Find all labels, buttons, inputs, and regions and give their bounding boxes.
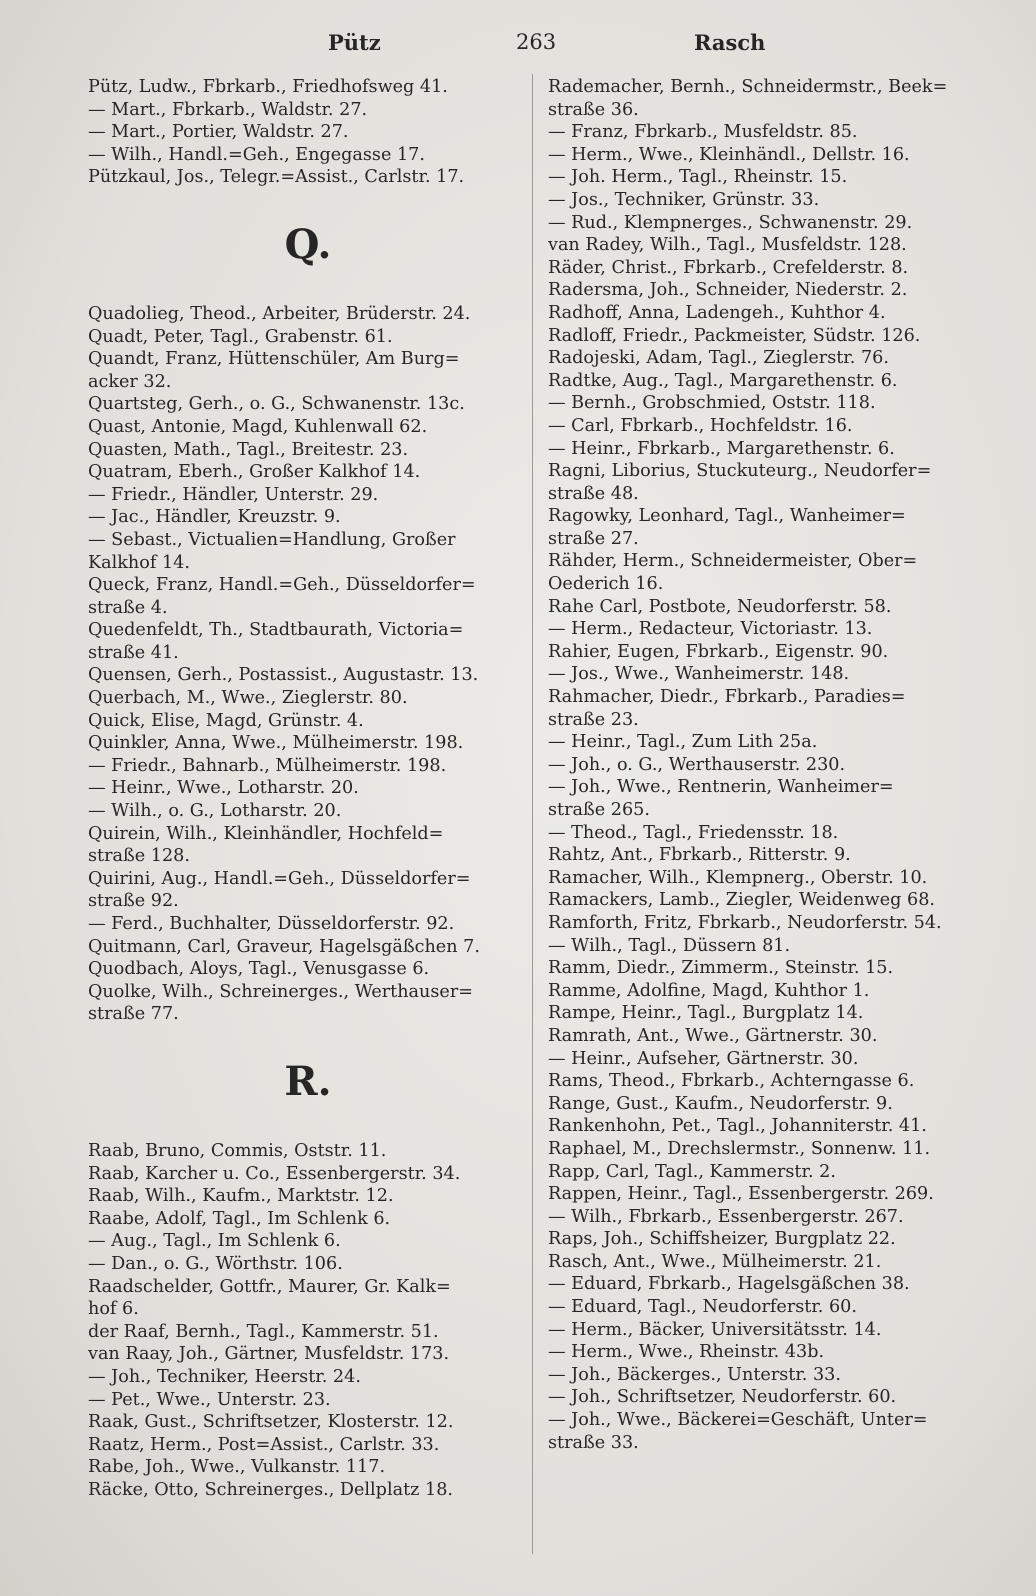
directory-entry: straße 48. [548,483,639,504]
directory-entry: Quolke, Wilh., Schreinerges., Werthauser= [88,981,473,1002]
directory-entry: Rahmacher, Diedr., Fbrkarb., Paradies= [548,687,906,708]
directory-entry: straße 36. [548,99,639,120]
entries-p [88,76,528,189]
directory-entry: — Wilh., Tagl., Düssern 81. [548,935,791,956]
directory-entry: Radtke, Aug., Tagl., Margarethenstr. 6. [548,370,898,391]
left-column [88,76,528,1501]
directory-entry: straße 23. [548,709,639,730]
directory-entry: Rasch, Ant., Wwe., Mülheimerstr. 21. [548,1251,882,1272]
directory-entry: Raab, Bruno, Commis, Oststr. 11. [88,1140,387,1161]
directory-entry: — Heinr., Fbrkarb., Margarethenstr. 6. [548,438,895,459]
directory-entry: Quasten, Math., Tagl., Breitestr. 23. [88,439,409,460]
directory-entry: Rähder, Herm., Schneidermeister, Ober= [548,551,918,572]
directory-entry: Ramrath, Ant., Wwe., Gärtnerstr. 30. [548,1025,878,1046]
directory-entry: — Heinr., Aufseher, Gärtnerstr. 30. [548,1048,859,1069]
directory-entry: — Theod., Tagl., Friedensstr. 18. [548,822,839,843]
directory-entry: Raabe, Adolf, Tagl., Im Schlenk 6. [88,1208,391,1229]
directory-entry: Radojeski, Adam, Tagl., Zieglerstr. 76. [548,348,889,369]
directory-entry: Quandt, Franz, Hüttenschüler, Am Burg= [88,349,460,370]
directory-entry: Rappen, Heinr., Tagl., Essenbergerstr. 269. [548,1184,934,1205]
directory-entry: Ragni, Liborius, Stuckuteurg., Neudorfer= [548,461,932,482]
directory-entry: Quedenfeldt, Th., Stadtbaurath, Victoria= [88,620,464,641]
directory-entry: — Eduard, Tagl., Neudorferstr. 60. [548,1297,857,1318]
directory-entry: Quinkler, Anna, Wwe., Mülheimerstr. 198. [88,733,464,754]
directory-entry: Raak, Gust., Schriftsetzer, Klosterstr. 12. [88,1412,454,1433]
directory-entry: Rams, Theod., Fbrkarb., Achterngasse 6. [548,1071,915,1092]
directory-entry: — Herm., Wwe., Rheinstr. 43b. [548,1342,825,1363]
directory-entry: — Jos., Techniker, Grünstr. 33. [548,189,820,210]
directory-entry: straße 128. [88,846,190,867]
directory-entry: Rapp, Carl, Tagl., Kammerstr. 2. [548,1161,836,1182]
directory-entry: Radhoff, Anna, Ladengeh., Kuhthor 4. [548,302,886,323]
directory-entry: Ramacher, Wilh., Klempnerg., Oberstr. 10. [548,867,928,888]
directory-entry: acker 32. [88,371,172,392]
directory-entry: Raab, Karcher u. Co., Essenbergerstr. 34. [88,1163,461,1184]
directory-entry: straße 77. [88,1004,179,1025]
column-divider [532,74,533,1554]
directory-entry: Radloff, Friedr., Packmeister, Südstr. 126. [548,325,921,346]
entries-r [88,1140,528,1502]
directory-entry: Rademacher, Bernh., Schneidermstr., Beek= [548,77,948,97]
page-header [90,26,1000,62]
directory-entry: straße 27. [548,528,639,549]
directory-entry: — Joh. Herm., Tagl., Rheinstr. 15. [548,167,848,188]
directory-entry: Queck, Franz, Handl.=Geh., Düsseldorfer= [88,575,476,596]
directory-entry: Raatz, Herm., Post=Assist., Carlstr. 33. [88,1434,440,1455]
directory-entry: Räcke, Otto, Schreinerges., Dellplatz 18. [88,1479,453,1500]
directory-entry: Raab, Wilh., Kaufm., Marktstr. 12. [88,1186,394,1207]
section-letter-q: Q. [284,220,332,268]
entries-right [548,76,1004,1454]
directory-entry: — Wilh., Handl.=Geh., Engegasse 17. [88,144,425,165]
directory-entry: Quirini, Aug., Handl.=Geh., Düsseldorfer= [88,868,471,889]
directory-entry: Quitmann, Carl, Graveur, Hagelsgäßchen 7. [88,936,480,957]
directory-entry: Quast, Antonie, Magd, Kuhlenwall 62. [88,416,428,437]
directory-entry: Quensen, Gerh., Postassist., Augustastr. 13. [88,665,479,686]
directory-entry: Quick, Elise, Magd, Grünstr. 4. [88,710,364,731]
directory-entry: Querbach, M., Wwe., Zieglerstr. 80. [88,688,408,709]
directory-entry: Ramackers, Lamb., Ziegler, Weidenweg 68. [548,890,935,911]
directory-entry: — Mart., Portier, Waldstr. 27. [88,122,349,143]
directory-entry: Quodbach, Aloys, Tagl., Venusgasse 6. [88,959,430,980]
directory-entry: straße 265. [548,800,650,820]
directory-entry: Ramm, Diedr., Zimmerm., Steinstr. 15. [548,958,894,979]
directory-entry: — Friedr., Bahnarb., Mülheimerstr. 198. [88,755,447,776]
directory-entry: Ragowky, Leonhard, Tagl., Wanheimer= [548,506,906,527]
directory-entry: Quirein, Wilh., Kleinhändler, Hochfeld= [88,823,444,844]
directory-entry: Kalkhof 14. [88,552,190,573]
directory-entry: Quadolieg, Theod., Arbeiter, Brüderstr. 24. [88,303,471,324]
directory-entry: — Ferd., Buchhalter, Düsseldorferstr. 92. [88,914,455,934]
directory-entry: — Rud., Klempnerges., Schwanenstr. 29. [548,212,913,233]
directory-entry: Pützkaul, Jos., Telegr.=Assist., Carlstr. 17. [88,167,465,188]
directory-entry: Rahe Carl, Postbote, Neudorferstr. 58. [548,596,892,617]
directory-entry: straße 92. [88,891,179,912]
right-column [548,76,1004,1454]
directory-entry: Oederich 16. [548,574,664,595]
directory-entry: Rahier, Eugen, Fbrkarb., Eigenstr. 90. [548,641,889,662]
directory-entry: Ramforth, Fritz, Fbrkarb., Neudorferstr. 54. [548,912,942,933]
header-right-keyword: Rasch [694,30,766,55]
directory-entry: — Bernh., Grobschmied, Oststr. 118. [548,393,876,414]
directory-entry: — Herm., Bäcker, Universitätsstr. 14. [548,1319,882,1340]
directory-entry: Ramme, Adolfine, Magd, Kuhthor 1. [548,980,870,1001]
directory-entry: Rampe, Heinr., Tagl., Burgplatz 14. [548,1003,864,1024]
directory-entry: — Franz, Fbrkarb., Musfeldstr. 85. [548,122,858,143]
directory-entry: Pütz, Ludw., Fbrkarb., Friedhofsweg 41. [88,77,448,97]
directory-entry: — Jos., Wwe., Wanheimerstr. 148. [548,664,850,685]
directory-entry: — Herm., Wwe., Kleinhändl., Dellstr. 16. [548,144,910,165]
directory-entry: Raps, Joh., Schiffsheizer, Burgplatz 22. [548,1229,896,1250]
directory-entry: — Jac., Händler, Kreuzstr. 9. [88,507,341,528]
directory-entry: — Wilh., Fbrkarb., Essenbergerstr. 267. [548,1206,904,1227]
directory-entry: straße 4. [88,597,168,618]
directory-entry: — Joh., Schriftsetzer, Neudorferstr. 60. [548,1387,897,1408]
directory-entry: — Joh., o. G., Werthauserstr. 230. [548,754,846,775]
entries-q [88,303,528,1026]
directory-entry: — Heinr., Tagl., Zum Lith 25a. [548,732,818,753]
page-number: 263 [516,30,557,54]
directory-entry: Radersma, Joh., Schneider, Niederstr. 2. [548,280,908,301]
directory-entry: Range, Gust., Kaufm., Neudorferstr. 9. [548,1093,893,1114]
directory-entry: — Pet., Wwe., Unterstr. 23. [88,1389,331,1410]
directory-entry: hof 6. [88,1299,139,1320]
directory-entry: — Joh., Wwe., Bäckerei=Geschäft, Unter= [548,1410,928,1431]
header-left-keyword: Pütz [328,30,381,55]
directory-entry: straße 33. [548,1432,639,1453]
directory-entry: — Friedr., Händler, Unterstr. 29. [88,484,379,505]
directory-entry: Rabe, Joh., Wwe., Vulkanstr. 117. [88,1457,386,1478]
directory-entry: — Sebast., Victualien=Handlung, Großer [88,529,456,550]
directory-entry: Räder, Christ., Fbrkarb., Crefelderstr. 8. [548,257,909,278]
directory-entry: — Aug., Tagl., Im Schlenk 6. [88,1231,341,1252]
directory-entry: — Dan., o. G., Wörthstr. 106. [88,1253,343,1274]
directory-entry: Raphael, M., Drechslermstr., Sonnenw. 11. [548,1138,931,1159]
directory-entry: — Joh., Wwe., Rentnerin, Wanheimer= [548,777,894,798]
directory-entry: der Raaf, Bernh., Tagl., Kammerstr. 51. [88,1321,439,1342]
directory-entry: van Radey, Wilh., Tagl., Musfeldstr. 128. [548,235,907,256]
directory-entry: — Wilh., o. G., Lotharstr. 20. [88,801,342,822]
directory-entry: Raadschelder, Gottfr., Maurer, Gr. Kalk= [88,1276,451,1297]
directory-entry: — Mart., Fbrkarb., Waldstr. 27. [88,99,368,120]
directory-entry: — Eduard, Fbrkarb., Hagelsgäßchen 38. [548,1274,910,1295]
section-letter-r: R. [284,1057,332,1105]
directory-entry: Quadt, Peter, Tagl., Grabenstr. 61. [88,326,393,347]
directory-entry: — Joh., Techniker, Heerstr. 24. [88,1366,361,1387]
directory-entry: — Heinr., Wwe., Lotharstr. 20. [88,778,359,799]
directory-entry: — Herm., Redacteur, Victoriastr. 13. [548,619,873,640]
directory-entry: Rankenhohn, Pet., Tagl., Johanniterstr. 41. [548,1116,927,1137]
directory-entry: Quartsteg, Gerh., o. G., Schwanenstr. 13c. [88,394,465,415]
directory-entry: van Raay, Joh., Gärtner, Musfeldstr. 173. [88,1344,450,1365]
directory-entry: — Carl, Fbrkarb., Hochfeldstr. 16. [548,415,853,436]
directory-entry: Quatram, Eberh., Großer Kalkhof 14. [88,462,421,483]
directory-entry: Rahtz, Ant., Fbrkarb., Ritterstr. 9. [548,845,851,866]
directory-entry: straße 41. [88,642,179,663]
directory-entry: — Joh., Bäckerges., Unterstr. 33. [548,1364,841,1385]
